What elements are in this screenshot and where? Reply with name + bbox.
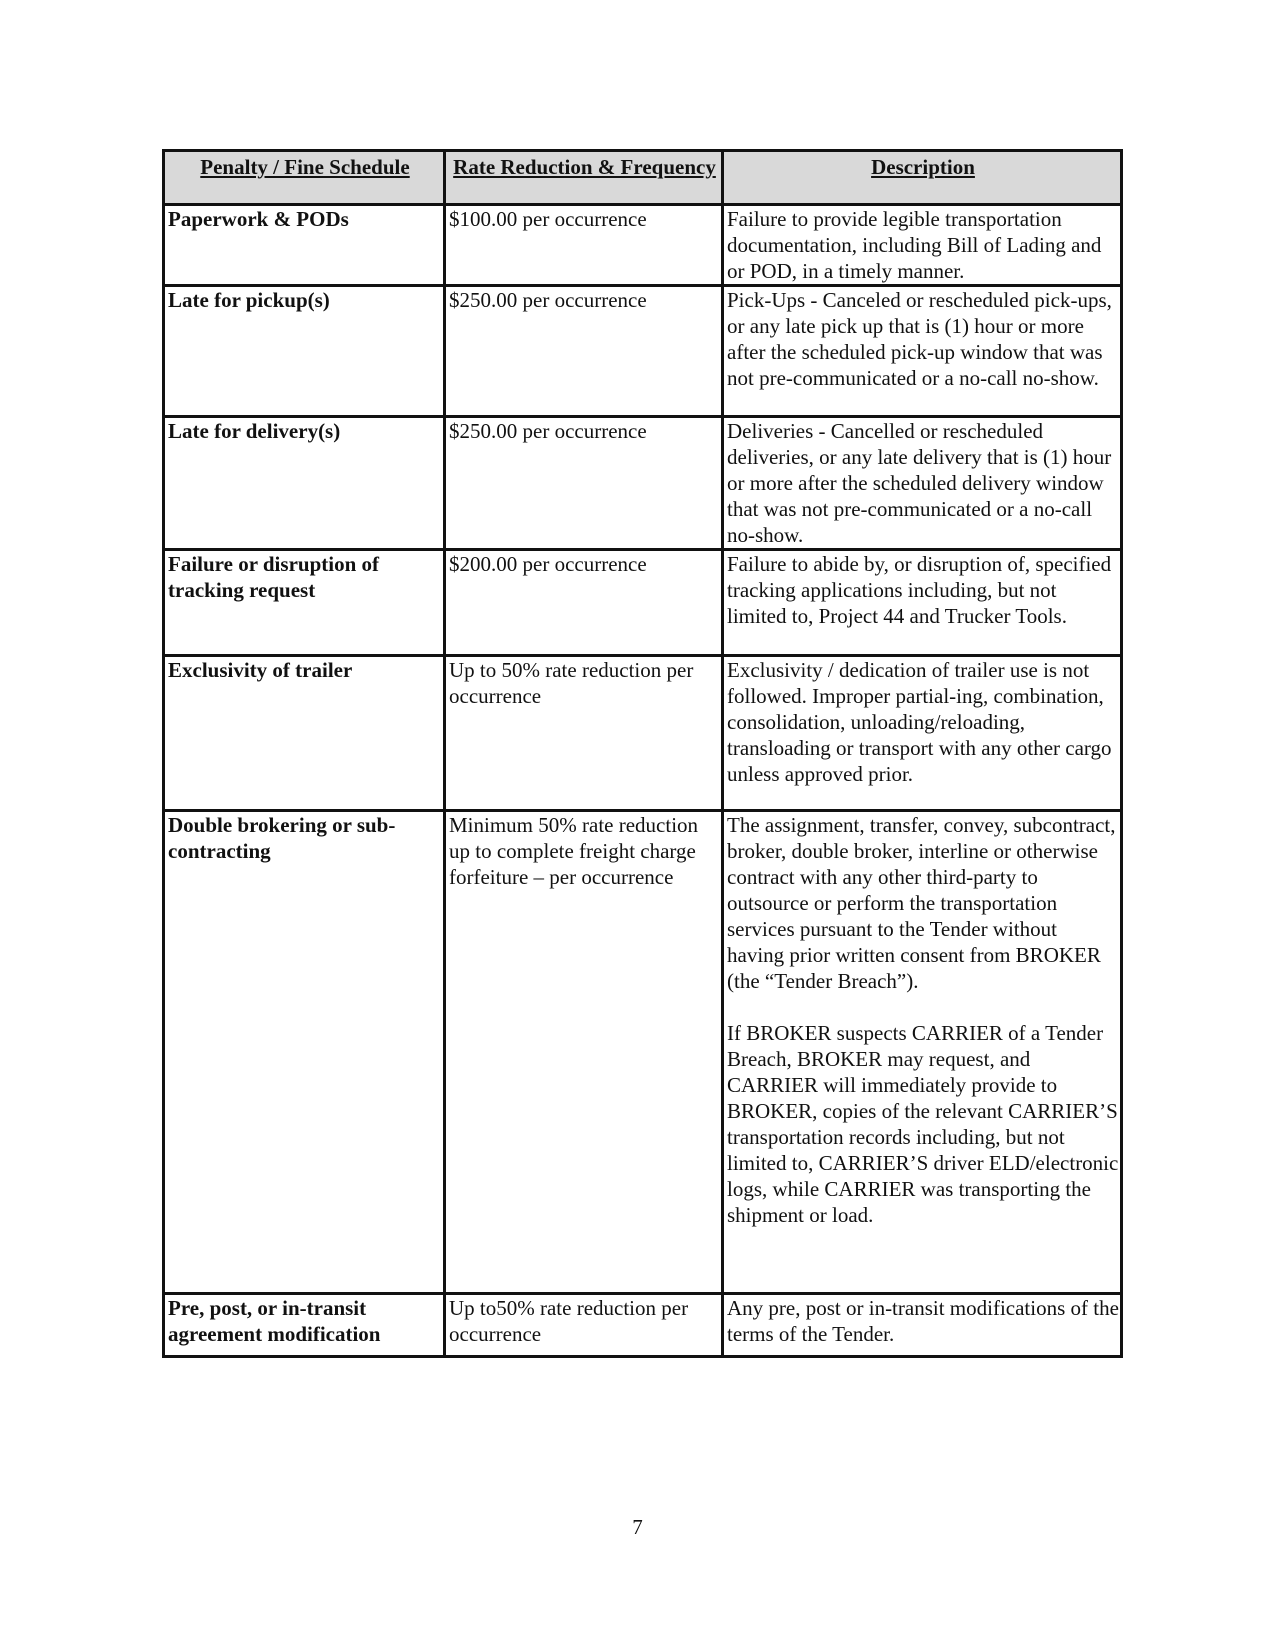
penalty-description	[723, 205, 1122, 286]
description-paragraph: Deliveries - Cancelled or rescheduled deliveries, or any late delivery that is (1) hour or more after the scheduled delivery window that was not pre-communicated or a no-call no-show.	[727, 419, 1112, 547]
table-row	[164, 286, 1122, 417]
penalty-name: Late for delivery(s)	[164, 417, 445, 550]
table-row	[164, 811, 1122, 1294]
penalty-description	[723, 656, 1122, 811]
rate-reduction: $200.00 per occurrence	[445, 550, 723, 656]
penalty-name: Double brokering or sub-contracting	[164, 811, 445, 1294]
penalty-fine-schedule-table	[162, 149, 1123, 1358]
penalty-name: Failure or disruption of tracking request	[164, 550, 445, 656]
penalty-name: Exclusivity of trailer	[164, 656, 445, 811]
rate-reduction: Up to 50% rate reduction per occurrence	[445, 656, 723, 811]
rate-reduction: $250.00 per occurrence	[445, 417, 723, 550]
description-paragraph: Failure to provide legible transportation documentation, including Bill of Lading and or POD, in a timely manner.	[727, 207, 1102, 283]
penalty-name: Paperwork & PODs	[164, 205, 445, 286]
table-row	[164, 417, 1122, 550]
penalty-name: Pre, post, or in-transit agreement modification	[164, 1294, 445, 1357]
description-paragraph: Exclusivity / dedication of trailer use is not followed. Improper partial-ing, combination, consolidation, unloading/reloading, transloading or transport with any other cargo unless approved prior.	[727, 658, 1112, 786]
rate-reduction: $100.00 per occurrence	[445, 205, 723, 286]
rate-reduction: $250.00 per occurrence	[445, 286, 723, 417]
penalty-description	[723, 550, 1122, 656]
penalty-name: Late for pickup(s)	[164, 286, 445, 417]
table-row	[164, 656, 1122, 811]
header-penalty: Penalty / Fine Schedule	[164, 151, 445, 205]
table-row	[164, 550, 1122, 656]
page-number: 7	[632, 1515, 643, 1539]
penalty-description	[723, 1294, 1122, 1357]
rate-reduction: Minimum 50% rate reduction up to complete freight charge forfeiture – per occurrence	[445, 811, 723, 1294]
table-row	[164, 1294, 1122, 1357]
header-description: Description	[723, 151, 1122, 205]
rate-reduction: Up to50% rate reduction per occurrence	[445, 1294, 723, 1357]
description-paragraph: If BROKER suspects CARRIER of a Tender Breach, BROKER may request, and CARRIER will immediately provide to BROKER, copies of the relevant CARRIER’S transportation records including, but not limited to, CARRIER’S driver ELD/electronic logs, while CARRIER was transporting the shipment or load.	[727, 1021, 1119, 1227]
table-header-row	[164, 151, 1122, 205]
table-row	[164, 205, 1122, 286]
header-rate-reduction: Rate Reduction & Frequency	[445, 151, 723, 205]
description-paragraph: Any pre, post or in-transit modifications of the terms of the Tender.	[727, 1296, 1119, 1346]
penalty-description	[723, 417, 1122, 550]
description-paragraph: Failure to abide by, or disruption of, specified tracking applications including, but not limited to, Project 44 and Trucker Tools.	[727, 552, 1112, 628]
penalty-description	[723, 286, 1122, 417]
penalty-description	[723, 811, 1122, 1294]
description-paragraph: The assignment, transfer, convey, subcontract, broker, double broker, interline or otherwise contract with any other third-party to outsource or perform the transportation services pursuant to the Tender without having prior written consent from BROKER (the “Tender Breach”).	[727, 813, 1116, 993]
description-paragraph: Pick-Ups - Canceled or rescheduled pick-ups, or any late pick up that is (1) hour or more after the scheduled pick-up window that was not pre-communicated or a no-call no-show.	[727, 288, 1112, 390]
